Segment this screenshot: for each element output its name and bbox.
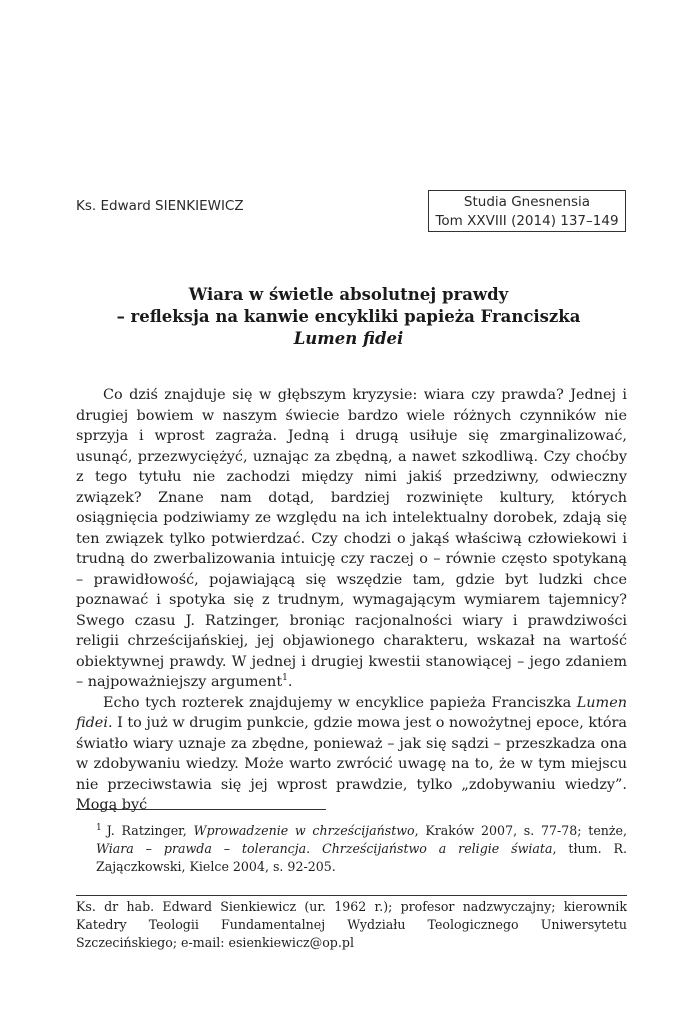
article-body	[76, 385, 627, 816]
paragraph-2-text-b: . I to już w drugim punkcie, gdzie mowa jest o nowożytnej epoce, która światło wiary uznaje za zbędne, ponieważ – jak się sądzi – przeszkadza ona w zdobywaniu wiedzy. Może warto zwrócić uwagę na to, że w tym miejscu nie przeciwstawia się jej wprost prawdzie, tylko „zdobywaniu wiedzy”. Mogą być	[76, 715, 627, 813]
footnote-number: 1	[96, 822, 102, 833]
bio-divider	[76, 895, 627, 896]
title-line-1: Wiara w świetle absolutnej prawdy	[188, 285, 509, 304]
footnote-text-a: J. Ratzinger,	[106, 823, 194, 838]
paragraph-2-text-a: Echo tych rozterek znajdujemy w encyklice papieża Franciszka	[103, 694, 577, 711]
footnote-text-b: , Kraków 2007, s. 77-78; tenże,	[414, 823, 627, 838]
journal-volume: Tom XXVIII (2014) 137–149	[435, 213, 619, 229]
author-bio: Ks. dr hab. Edward Sienkiewicz (ur. 1962 r.); profesor nadzwyczajny; kierownik Katedry Teologii Fundamentalnej Wydziału Teologicznego Uniwersytetu Szczecińskiego; e-mail: esienkiewicz@op.pl	[76, 899, 627, 950]
title-line-3: Lumen fidei	[293, 329, 404, 348]
footnote-text-c: , tłum. R. Zajączkowski, Kielce 2004, s. 92-205.	[96, 841, 627, 874]
paragraph-1: Co dziś znajduje się w głębszym kryzysie: wiara czy prawda? Jednej i drugiej bowiem w naszym świecie bardzo wiele różnych czynników nie sprzyja i wprost zagraża. Jedną i drugą usiłuje się zmarginalizować, usunąć, przezwyciężyć, uznając za zbędną, a nawet szkodliwą. Czy choćby z tego tytułu nie zachodzi między nimi jakiś przedziwny, odwieczny związek? Znane nam dotąd, bardziej rozwinięte kultury, których osiągnięcia podziwiamy ze względu na ich intelektualny dorobek, zdają się ten związek tylko potwierdzać. Czy chodzi o jakąś właściwą człowiekowi i trudną do zwerbalizowania intuicję czy raczej o – równie często spotykaną – prawidłowość, pojawiającą się wszędzie tam, gdzie byt ludzki chce poznawać i spotyka się z trudnym, wymagającym wymiarem tajemnicy? Swego czasu J. Ratzinger, broniąc racjonalności wiary i prawdziwości religii chrześcijańskiej, jej objawionego charakteru, wskazał na wartość obiektywnej prawdy. W jednej i drugiej kwestii stanowiącej – jego zdaniem – najpoważniejszy argument$^1$.	[76, 387, 627, 690]
paragraph-1-text: Co dziś znajduje się w głębszym kryzysie: wiara czy prawda? Jednej i drugiej bowiem w naszym świecie bardzo wiele różnych czynników nie sprzyja i wprost zagraża. Jedną i drugą usiłuje się zmarginalizować, usunąć, przezwyciężyć, uznając za zbędną, a nawet szkodliwą. Czy choćby z tego tytułu nie zachodzi między nimi jakiś przedziwny, odwieczny związek? Znane nam dotąd, bardziej rozwinięte kultury, których osiągnięcia podziwiamy ze względu na ich intelektualny dorobek, zdają się ten związek tylko potwierdzać. Czy chodzi o jakąś właściwą człowiekowi i trudną do zwerbalizowania intuicję czy raczej o – równie często spotykaną – prawidłowość, pojawiającą się wszędzie tam, gdzie byt ludzki chce poznawać i spotyka się z trudnym, wymagającym wymiarem tajemnicy? Swego czasu J. Ratzinger, broniąc racjonalności wiary i prawdziwości religii chrześcijańskiej, jej objawionego charakteru, wskazał na wartość obiektywnej prawdy. W jednej i drugiej kwestii stanowiącej – jego zdaniem – najpoważniejszy argument	[76, 387, 627, 690]
footnote-book-title-1: Wprowadzenie w chrześcijaństwo	[193, 823, 415, 838]
title-line-2: – refleksja na kanwie encykliki papieża Franciszka	[116, 307, 581, 326]
journal-info-box	[428, 190, 626, 232]
article-title	[60, 284, 637, 350]
footnote-1	[96, 822, 627, 876]
footnote-divider	[76, 809, 326, 810]
encyclical-title: Lumen fidei	[76, 694, 627, 731]
journal-name: Studia Gnesnensia	[463, 194, 591, 210]
footnote-ref-1[interactable]: 1	[282, 673, 288, 684]
author-name: Ks. Edward SIENKIEWICZ	[76, 198, 244, 214]
paragraph-2	[76, 693, 627, 816]
footnote-book-title-2: Wiara – prawda – tolerancja. Chrześcijaństwo a religie świata	[96, 841, 553, 856]
